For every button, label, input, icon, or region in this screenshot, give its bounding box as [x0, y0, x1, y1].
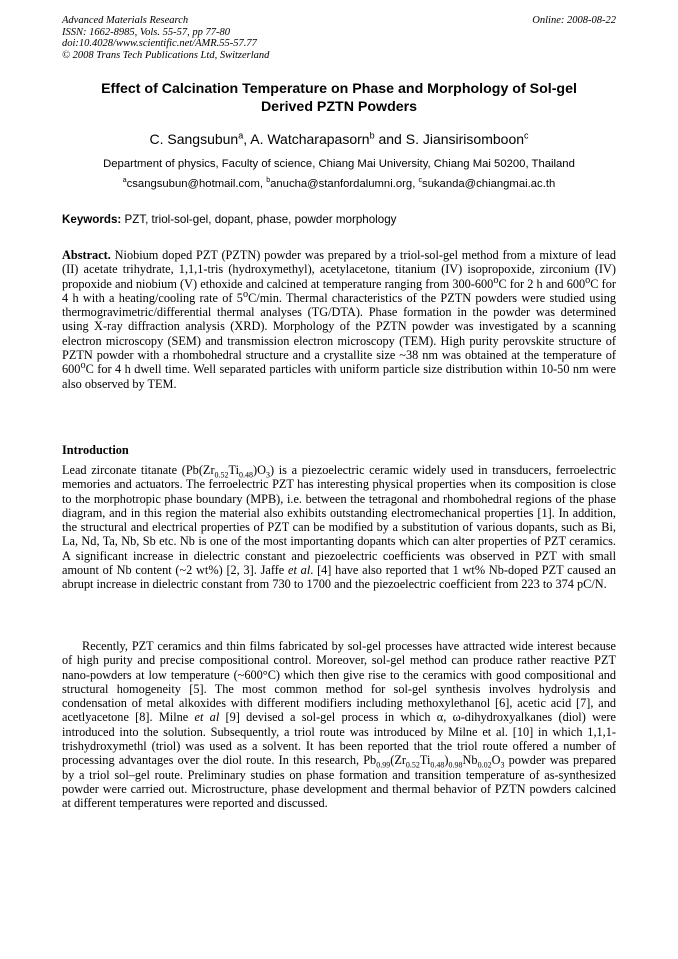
author-3: S. Jiansirisomboon [405, 131, 525, 147]
email-c[interactable]: sukanda@chiangmai.ac.th [421, 178, 556, 190]
intro-paragraph-1 [62, 463, 616, 592]
author-3-mark: c [524, 130, 529, 141]
author-1: C. Sangsubun [149, 131, 239, 147]
paper-title [62, 80, 616, 116]
intro-paragraph-2 [62, 639, 616, 811]
paragraph-text: powder was prepared by a triol sol–gel route. Preliminary studies on phase formation and transition temperature of as-synthesized powder were carried out. Microstructure, phase development and thermal behavior of PZTN powders calcined at different temperatures were reported and discussed. [62, 753, 617, 811]
journal-copyright: © 2008 Trans Tech Publications Ltd, Switzerland [62, 49, 270, 61]
email-c-mark: c [418, 177, 422, 185]
title-line-2: Derived PZTN Powders [260, 99, 418, 115]
abstract-text: C for 2 h and 600 [498, 276, 586, 291]
paragraph-text: Lead zirconate titanate (Pb(Zr [62, 463, 215, 477]
subscript: 0.52 [214, 470, 229, 480]
abstract-text: C for 4 h with a heating/cooling rate of 5 [62, 276, 616, 305]
subscript: 3 [500, 760, 505, 770]
author-2-mark: b [369, 130, 375, 141]
paragraph-text: Ti [228, 463, 240, 477]
abstract-text: Niobium doped PZT (PZTN) powder was prepared by a triol-sol-gel method from a mixture of lead (II) acetate trihydrate, 1,1,1-tris (hydroxymethyl), acetylacetone, titanium (IV) isopropoxide, zirconium (IV) propoxide and niobium (V) ethoxide and calcined at temperature ranging from 300-600 [62, 248, 616, 291]
subscript: 0.48 [239, 470, 254, 480]
abstract-text: C/min. Thermal characteristics of the PZTN powders were studied using thermogravimetric/differential thermal analyses (TG/DTA). Phase formation in the powder was determined using X-ray diffraction analysis (XRD). Morphology of the PZTN powder was investigated by a scanning electron microscopy (SEM) and transmission electron microscopy (TEM). High purity perovskite structure of PZTN powder with a rhombohedral structure and a crystallite size ~38 nm was obtained at the temperature of 600 [62, 290, 617, 377]
subscript: 0.02 [477, 760, 492, 770]
email-a-mark: a [122, 177, 127, 185]
paragraph-text: (Zr [390, 753, 406, 768]
journal-name: Advanced Materials Research [62, 15, 189, 26]
paragraph-text: . [4] have also reported that 1 wt% Nb-doped PZT caused an abrupt increase in dielectric constant from 730 to 1700 and the piezoelectric coefficient from 223 to 374 pC/N. [62, 563, 616, 592]
abstract [62, 248, 616, 391]
subscript: 0.99 [376, 760, 391, 770]
paragraph-text: )O [253, 463, 267, 477]
email-b-mark: b [266, 177, 271, 185]
keywords-label: Keywords: [62, 213, 122, 226]
journal-header [62, 15, 616, 61]
et-al-italic: et al [288, 563, 311, 578]
keywords [62, 213, 616, 227]
journal-issn: ISSN: 1662-8985, Vols. 55-57, pp 77-80 [62, 26, 230, 38]
degree-mark: o [493, 274, 499, 286]
author-2: A. Watcharapasorn [250, 131, 370, 147]
section-heading-introduction: Introduction [62, 443, 129, 457]
affiliation: Department of physics, Faculty of science, Chiang Mai University, Chiang Mai 50200, Thailand [103, 158, 575, 170]
online-date: Online: 2008-08-22 [532, 15, 616, 26]
journal-doi: doi:10.4028/www.scientific.net/AMR.55-57.77 [62, 38, 257, 49]
paragraph-text: O [491, 753, 501, 768]
title-line-1: Effect of Calcination Temperature on Phase and Morphology of Sol-gel [101, 81, 577, 97]
subscript: 3 [266, 470, 271, 480]
abstract-text: C for 4 h dwell time. Well separated particles with uniform particle size distribution within 10-50 nm were also observed by TEM. [62, 362, 616, 391]
keywords-text: PZT, triol-sol-gel, dopant, phase, powder morphology [121, 213, 397, 226]
email-list [62, 177, 616, 191]
author-list [62, 130, 616, 148]
paragraph-text: Ti [419, 753, 431, 768]
paragraph-text: ) is a piezoelectric ceramic widely used in transducers, ferroelectric memories and actuators. The ferroelectric PZT has interesting physical properties when its composition is close to the morphotropic phase boundary (MPB), i.e. between the tetragonal and rhombohedral regions of the phase diagram, and in this region the material also exhibits outstanding electromechanical properties [1]. In addition, the structural and electrical properties of PZT can be modified by a substitution of various dopants, such as Bi, La, Nd, Ta, Nb, Sb etc. Nb is one of the most importanting dopants which can alter properties of PZT ceramics. A significant increase in dielectric constant and piezoelectric coefficients was observed in PZT with small amount of Nb content (~2 wt%) [2, 3]. Jaffe [62, 463, 617, 578]
author-separator: and [374, 131, 406, 147]
email-b[interactable]: anucha@stanfordalumni.org [270, 178, 413, 190]
subscript: 0.52 [405, 760, 420, 770]
author-separator: , [243, 131, 251, 147]
paragraph-text: Nb [462, 753, 478, 768]
paragraph-text: ) [444, 753, 449, 768]
email-separator: , [259, 178, 267, 190]
author-1-mark: a [238, 130, 244, 141]
et-al-italic: et al [194, 710, 220, 725]
subscript: 0.98 [448, 760, 463, 770]
subscript: 0.48 [430, 760, 445, 770]
degree-mark: o [242, 288, 249, 300]
paragraph-text: Recently, PZT ceramics and thin films fabricated by sol-gel processes have attracted wide interest because of high purity and precise compositional control. Moreover, sol-gel method can produce rather reactive PZT nano-powders at low temperature (~600°C) which then give rise to the ceramics with good compositional and structural homogeneity [5]. The most common method for sol-gel synthesis involves hydrolysis and condensation of metal alkoxides with different modifiers including methoxylethanol [6], acetic acid [7], and acetlyacetone [8]. Milne [62, 639, 616, 725]
email-a[interactable]: csangsubun@hotmail.com [126, 178, 260, 190]
abstract-label: Abstract. [62, 248, 111, 262]
degree-mark: o [585, 274, 591, 286]
paragraph-text: [9] devised a sol-gel process in which α, ω-dihydroxyalkanes (diol) were introduced into the solution. Subsequently, a triol route was introduced by Milne et al. [10] in which 1,1,1-trishydroxymethl (triol) was used as a solvent. It has been reported that the triol route offered a number of processing advantages over the diol route. In this research, Pb [62, 710, 616, 768]
email-separator: , [412, 178, 419, 190]
degree-mark: o [80, 360, 86, 372]
